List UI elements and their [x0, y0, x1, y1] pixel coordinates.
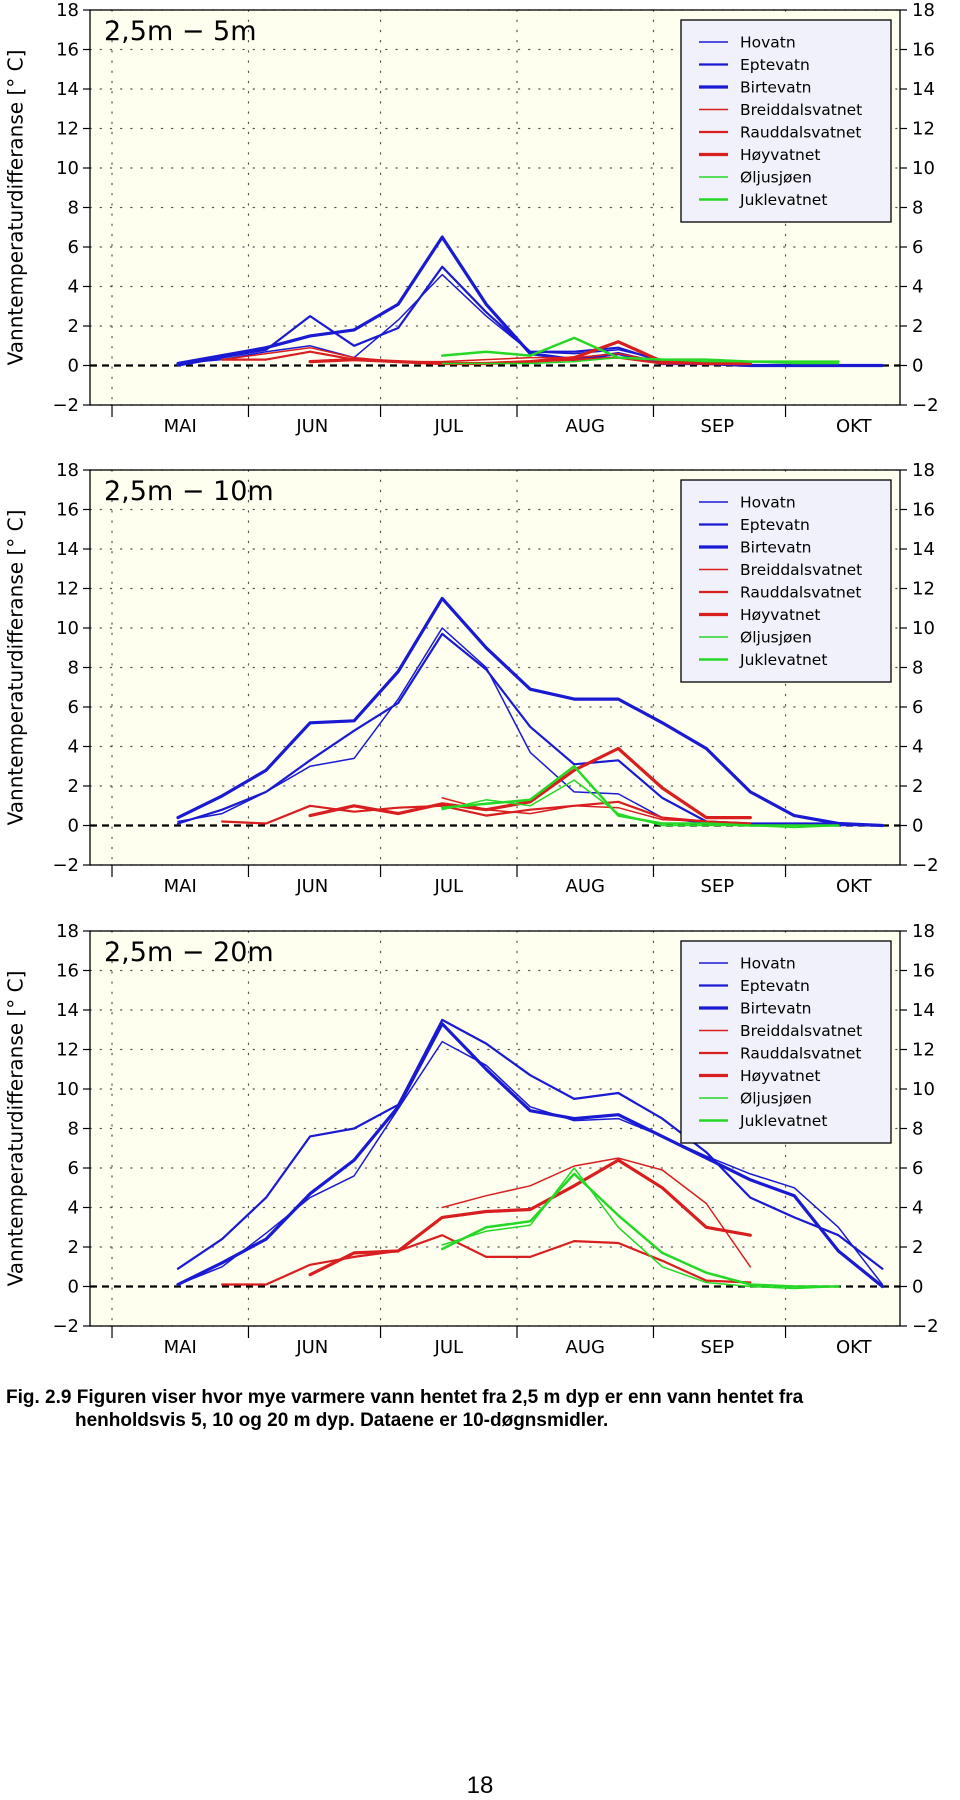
legend-label: Rauddalsvatnet	[740, 123, 862, 142]
caption-line-2: henholdsvis 5, 10 og 20 m dyp. Dataene er 10-døgnsmidler.	[75, 1410, 609, 1431]
y-tick-label: 8	[67, 1118, 79, 1140]
x-tick-label: AUG	[565, 876, 605, 897]
y-tick-label: 0	[67, 1276, 79, 1298]
y-tick-label: 14	[56, 79, 79, 100]
legend-label: Øljusjøen	[740, 168, 812, 187]
x-tick-label: MAI	[163, 1337, 197, 1358]
y-tick-label-right: 16	[912, 960, 935, 982]
legend-label: Hovatn	[740, 954, 796, 973]
y-tick-label-right: 14	[912, 79, 935, 100]
y-tick-label-right: 14	[912, 539, 935, 560]
y-tick-label: 8	[67, 197, 79, 219]
y-tick-label: 0	[67, 815, 79, 837]
y-tick-label-right: 12	[912, 1039, 935, 1061]
y-tick-label: 8	[67, 657, 79, 679]
y-axis-label: Vanntemperaturdifferanse [° C]	[3, 509, 28, 826]
y-tick-label: 0	[67, 355, 79, 377]
legend-label: Hovatn	[740, 493, 796, 512]
y-tick-label: 16	[56, 960, 79, 982]
panel-title: 2,5m − 10m	[104, 476, 274, 507]
legend-label: Høyvatnet	[740, 606, 821, 624]
y-tick-label-right: 14	[912, 1000, 935, 1021]
y-tick-label-right: 6	[912, 237, 924, 258]
x-tick-label: MAI	[163, 416, 197, 437]
legend-label: Birtevatn	[740, 538, 812, 557]
legend-label: Birtevatn	[740, 999, 812, 1018]
x-tick-label: JUN	[296, 416, 329, 437]
legend-label: Rauddalsvatnet	[740, 583, 862, 602]
y-tick-label-right: 8	[912, 197, 924, 219]
legend-label: Høyvatnet	[740, 146, 821, 164]
legend-label: Breiddalsvatnet	[740, 561, 863, 579]
legend-label: Eptevatn	[740, 977, 810, 995]
x-tick-label: OKT	[835, 416, 872, 437]
figure-caption	[6, 1386, 946, 1432]
y-tick-label-right: 0	[912, 355, 924, 377]
x-tick-label: MAI	[163, 876, 197, 897]
y-tick-label: −2	[52, 855, 79, 876]
y-tick-label: 14	[56, 1000, 79, 1021]
y-tick-label-right: 16	[912, 499, 935, 521]
y-tick-label: 4	[67, 276, 79, 298]
x-tick-label: OKT	[835, 1337, 872, 1358]
y-tick-label-right: 18	[912, 460, 935, 481]
x-tick-label: JUL	[434, 416, 464, 437]
y-tick-label: 2	[67, 1237, 79, 1258]
y-tick-label-right: 2	[912, 776, 924, 797]
legend-label: Hovatn	[740, 33, 796, 52]
y-tick-label-right: 8	[912, 657, 924, 679]
y-tick-label-right: 10	[912, 618, 935, 639]
y-tick-label: 16	[56, 39, 79, 61]
y-tick-label-right: 0	[912, 815, 924, 837]
y-tick-label-right: −2	[912, 855, 939, 876]
y-tick-label: 16	[56, 499, 79, 521]
x-tick-label: JUN	[296, 876, 329, 897]
y-tick-label: 10	[56, 1079, 79, 1100]
x-tick-label: OKT	[835, 876, 872, 897]
y-tick-label-right: 2	[912, 316, 924, 337]
y-tick-label-right: 12	[912, 578, 935, 600]
y-axis-label: Vanntemperaturdifferanse [° C]	[3, 970, 28, 1287]
legend-label: Rauddalsvatnet	[740, 1044, 862, 1063]
x-tick-label: JUL	[434, 1337, 464, 1358]
y-tick-label: 6	[67, 1158, 79, 1179]
caption-line-1: Fig. 2.9 Figuren viser hvor mye varmere vann hentet fra 2,5 m dyp er enn vann hentet fra	[6, 1387, 804, 1408]
x-tick-label: JUN	[296, 1337, 329, 1358]
legend-label: Breiddalsvatnet	[740, 1022, 863, 1040]
y-tick-label-right: 4	[912, 736, 924, 758]
x-tick-label: AUG	[565, 416, 605, 437]
x-tick-label: SEP	[700, 1337, 735, 1358]
y-tick-label-right: 16	[912, 39, 935, 61]
y-tick-label-right: −2	[912, 1316, 939, 1337]
y-tick-label: 4	[67, 736, 79, 758]
y-tick-label: 18	[56, 921, 79, 942]
x-tick-label: AUG	[565, 1337, 605, 1358]
legend-label: Birtevatn	[740, 78, 812, 97]
y-tick-label-right: 10	[912, 1079, 935, 1100]
legend-label: Øljusjøen	[740, 1089, 812, 1108]
chart-panel-3	[4, 921, 939, 1358]
y-tick-label-right: 10	[912, 158, 935, 179]
y-tick-label-right: 8	[912, 1118, 924, 1140]
y-tick-label: 12	[56, 118, 79, 140]
y-tick-label-right: 12	[912, 118, 935, 140]
y-tick-label: 18	[56, 0, 79, 21]
y-tick-label-right: 4	[912, 1197, 924, 1219]
x-tick-label: JUL	[434, 876, 464, 897]
y-tick-label: 2	[67, 776, 79, 797]
y-tick-label: 4	[67, 1197, 79, 1219]
x-tick-label: SEP	[700, 876, 735, 897]
y-tick-label-right: 18	[912, 921, 935, 942]
legend-label: Høyvatnet	[740, 1067, 821, 1085]
y-axis-label: Vanntemperaturdifferanse [° C]	[3, 49, 28, 366]
y-tick-label: 10	[56, 158, 79, 179]
chart-panel-1	[4, 0, 939, 437]
y-tick-label: 12	[56, 1039, 79, 1061]
y-tick-label: 18	[56, 460, 79, 481]
panel-title: 2,5m − 20m	[104, 937, 274, 968]
y-tick-label-right: 18	[912, 0, 935, 21]
y-tick-label: 6	[67, 697, 79, 718]
y-tick-label: −2	[52, 1316, 79, 1337]
y-tick-label: 10	[56, 618, 79, 639]
legend-label: Eptevatn	[740, 516, 810, 534]
y-tick-label-right: 6	[912, 1158, 924, 1179]
legend-label: Juklevatnet	[740, 651, 828, 669]
y-tick-label: 14	[56, 539, 79, 560]
chart-panel-2	[4, 460, 939, 897]
x-tick-label: SEP	[700, 416, 735, 437]
y-tick-label: −2	[52, 395, 79, 416]
legend-label: Breiddalsvatnet	[740, 101, 863, 119]
legend-label: Juklevatnet	[740, 191, 828, 209]
y-tick-label-right: −2	[912, 395, 939, 416]
legend-label: Øljusjøen	[740, 628, 812, 647]
y-tick-label-right: 2	[912, 1237, 924, 1258]
y-tick-label-right: 0	[912, 1276, 924, 1298]
legend-label: Eptevatn	[740, 56, 810, 74]
panel-title: 2,5m − 5m	[104, 16, 257, 47]
y-tick-label: 2	[67, 316, 79, 337]
page-number: 18	[466, 1772, 494, 1799]
y-tick-label-right: 6	[912, 697, 924, 718]
y-tick-label: 6	[67, 237, 79, 258]
y-tick-label-right: 4	[912, 276, 924, 298]
legend-label: Juklevatnet	[740, 1112, 828, 1130]
y-tick-label: 12	[56, 578, 79, 600]
